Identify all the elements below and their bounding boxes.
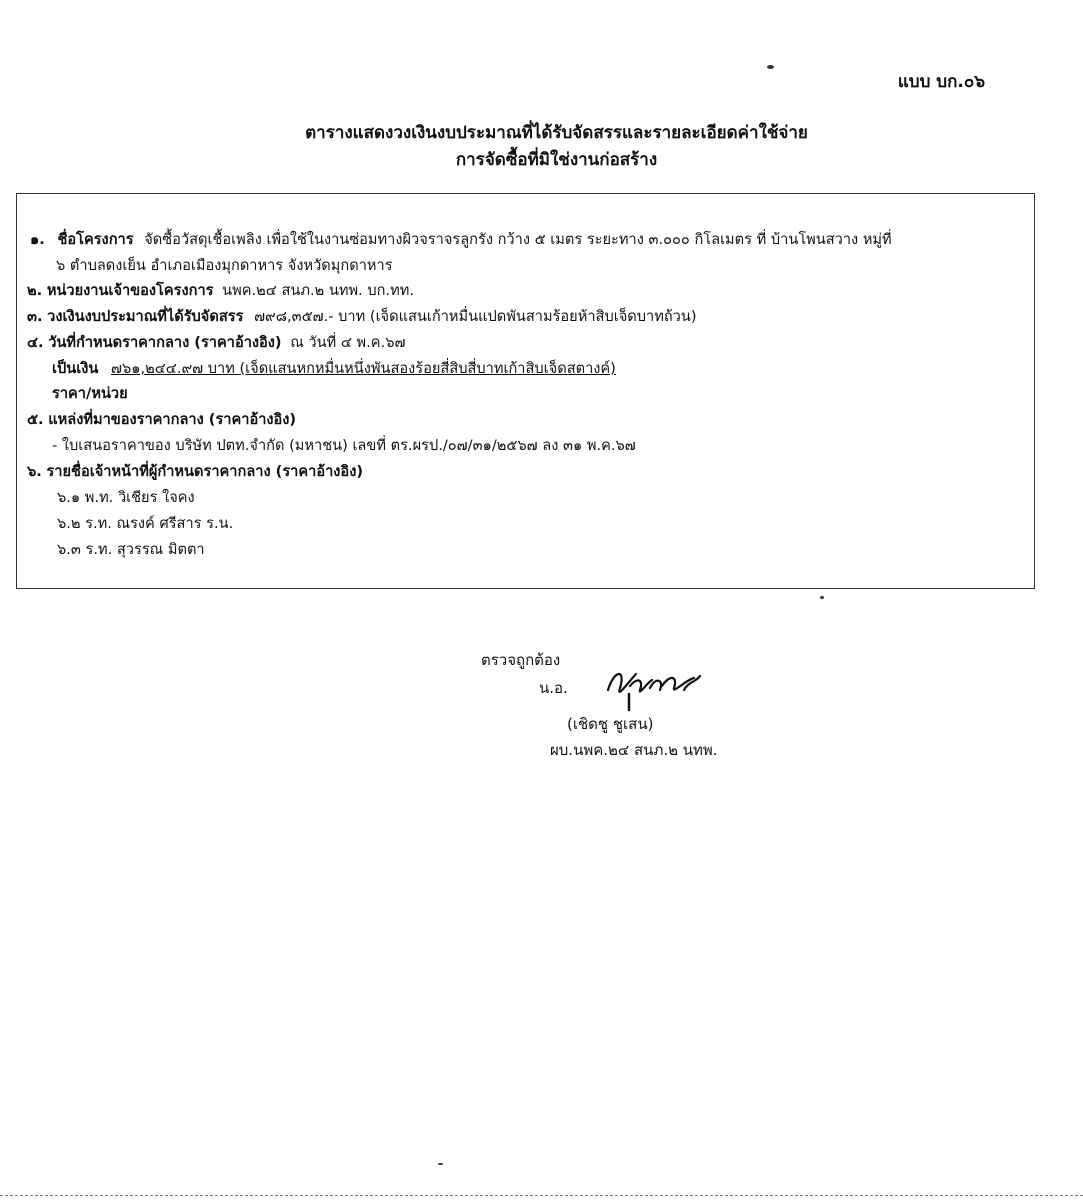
officer-1: ๖.๑ พ.ท. วิเชียร ใจคง xyxy=(57,489,195,506)
document-title xyxy=(0,120,1083,174)
item-3-number: ๓. xyxy=(27,308,43,325)
item-2-text: นพค.๒๔ สนภ.๒ นทพ. บก.ทท. xyxy=(222,282,414,299)
item-1-text: จัดซื้อวัสดุเชื้อเพลิง เพื่อใช้ในงานซ่อมทางผิวจราจรลูกรัง กว้าง ๕ เมตร ระยะทาง ๓.๐๐๐ กิโลเมตร ที่ บ้านโพนสวาง หมู่ที่ xyxy=(144,231,892,248)
item-6-label: รายชื่อเจ้าหน้าที่ผู้กำหนดราคากลาง (ราคาอ้างอิง) xyxy=(46,463,363,480)
item-5-text: - ใบเสนอราคาของ บริษัท ปตท.จำกัด (มหาชน) เลขที่ ตร.ผรป./๐๗/๓๑/๒๕๖๗ ลง ๓๑ พ.ค.๖๗ xyxy=(52,437,636,454)
item-5-label: แหล่งที่มาของราคากลาง (ราคาอ้างอิง) xyxy=(48,411,297,428)
form-code: แบบ บก.๐๖ xyxy=(897,72,985,92)
item-3-label: วงเงินงบประมาณที่ได้รับจัดสรร xyxy=(47,308,244,325)
item-2-label: หน่วยงานเจ้าของโครงการ xyxy=(46,282,214,299)
unit-price-label: ราคา/หน่วย xyxy=(52,385,128,402)
item-6-number: ๖. xyxy=(27,463,42,480)
amount-text: ๗๖๑,๒๔๔.๙๗ บาท (เจ็ดแสนหกหมื่นหนึ่งพันสองร้อยสี่สิบสี่บาทเก้าสิบเจ็ดสตางค์) xyxy=(110,360,616,377)
handwritten-signature xyxy=(600,660,710,712)
scan-speck xyxy=(767,65,774,69)
item-3 xyxy=(27,307,697,327)
signer-rank: น.อ. xyxy=(539,679,568,697)
title-line-1: ตารางแสดงวงเงินงบประมาณที่ได้รับจัดสรรและรายละเอียดค่าใช้จ่าย xyxy=(305,123,808,143)
scan-edge-line xyxy=(0,1195,1083,1196)
officer-2: ๖.๒ ร.ท. ณรงค์ ศรีสาร ร.น. xyxy=(57,515,234,532)
amount-label: เป็นเงิน xyxy=(52,360,99,377)
item-4-amount xyxy=(52,359,616,379)
item-1 xyxy=(30,230,892,250)
item-2-number: ๒. xyxy=(27,282,43,299)
item-4 xyxy=(27,333,405,353)
signer-name: (เชิดชู ชูเสน) xyxy=(567,715,654,733)
item-2 xyxy=(27,281,414,301)
item-3-text: ๗๙๘,๓๕๗.- บาท (เจ็ดแสนเก้าหมื่นแปดพันสามร้อยห้าสิบเจ็ดบาทถ้วน) xyxy=(254,308,697,325)
signer-position: ผบ.นพค.๒๔ สนภ.๒ นทพ. xyxy=(550,741,718,759)
item-1-label: ชื่อโครงการ xyxy=(57,231,134,248)
scan-speck xyxy=(820,596,824,599)
item-6 xyxy=(27,462,363,482)
item-5-number: ๕. xyxy=(27,411,44,428)
item-4-label: วันที่กำหนดราคากลาง (ราคาอ้างอิง) xyxy=(48,334,282,351)
item-4-text: ณ วันที่ ๔ พ.ค.๖๗ xyxy=(290,334,406,351)
item-5 xyxy=(27,410,296,430)
title-line-2: การจัดซื้อที่มิใช่งานก่อสร้าง xyxy=(455,150,658,170)
item-1-continuation: ๖ ตำบลดงเย็น อำเภอเมืองมุกดาหาร จังหวัดมุกดาหาร xyxy=(56,257,393,274)
item-1-number: ๑. xyxy=(30,231,45,248)
officer-3: ๖.๓ ร.ท. สุวรรณ มิตตา xyxy=(57,541,205,558)
item-4-number: ๔. xyxy=(27,334,44,351)
verified-label: ตรวจถูกต้อง xyxy=(481,651,561,669)
scan-speck xyxy=(438,1163,443,1165)
